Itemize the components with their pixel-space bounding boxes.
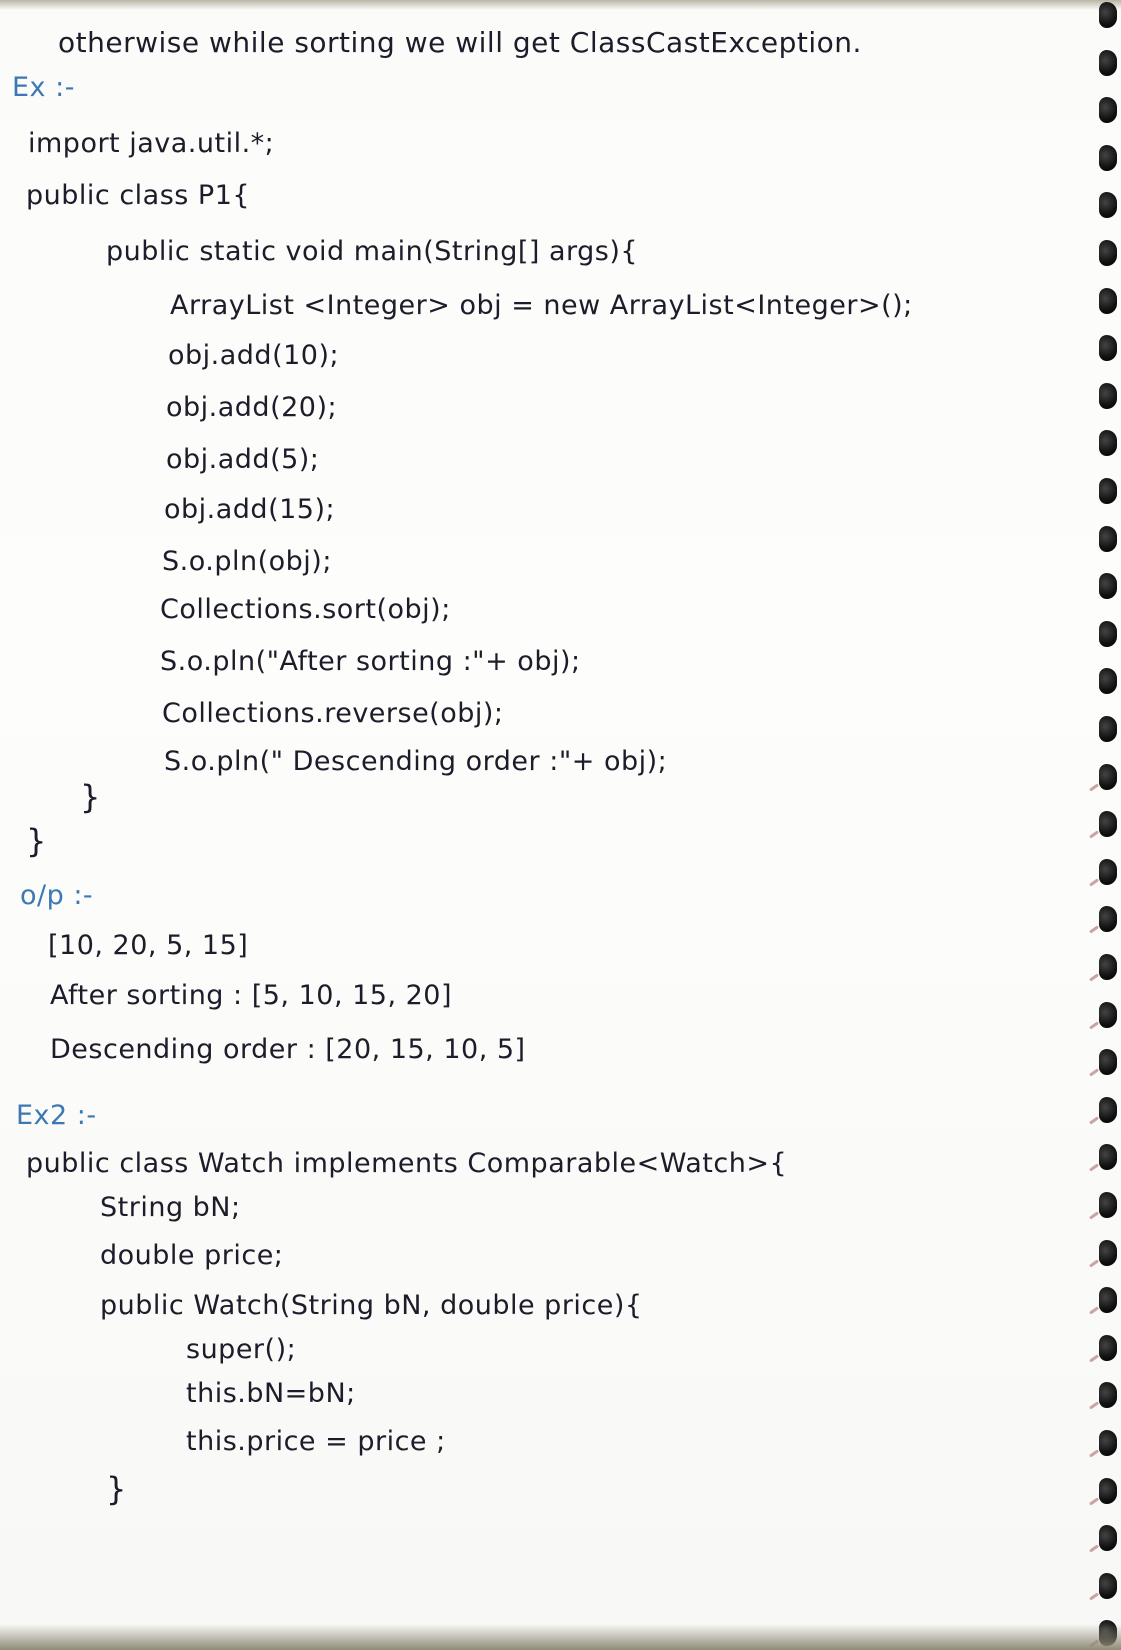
code-line-class-close-brace: } [26, 822, 47, 860]
binding-ring [1099, 97, 1117, 123]
binding-ring-mark [1089, 1211, 1099, 1219]
code-line-arraylist: ArrayList <Integer> obj = new ArrayList<Integer>(); [170, 290, 913, 321]
binding-ring [1099, 2, 1117, 28]
binding-ring [1099, 526, 1117, 552]
binding-ring-mark [1089, 831, 1099, 839]
intro-text-line: otherwise while sorting we will get ClassCastException. [58, 26, 862, 59]
binding-ring [1099, 1525, 1117, 1551]
page-bottom-edge [0, 1624, 1121, 1650]
code-line-watch-class: public class Watch implements Comparable<Watch>{ [26, 1148, 788, 1179]
output-line-original: [10, 20, 5, 15] [48, 930, 249, 961]
code-line-main-decl: public static void main(String[] args){ [106, 236, 639, 267]
binding-ring [1099, 1240, 1117, 1266]
binding-ring-mark [1089, 1069, 1099, 1077]
code-line-constructor-close-brace: } [106, 1470, 127, 1508]
output-heading: o/p :- [20, 880, 94, 911]
output-line-descending: Descending order : [20, 15, 10, 5] [50, 1034, 526, 1065]
code-line-print-after-sorting: S.o.pln("After sorting :"+ obj); [160, 646, 581, 677]
binding-ring-mark [1089, 1497, 1099, 1505]
binding-ring-mark [1089, 1402, 1099, 1410]
code-line-field-bn: String bN; [100, 1192, 241, 1223]
code-line-add-15: obj.add(15); [164, 494, 336, 525]
binding-ring-mark [1089, 878, 1099, 886]
spiral-binding [1087, 0, 1121, 1650]
example-2-heading: Ex2 :- [16, 1100, 97, 1131]
code-line-field-price: double price; [100, 1240, 284, 1271]
page-top-edge [0, 0, 1121, 10]
binding-ring [1099, 383, 1117, 409]
binding-ring-mark [1089, 1021, 1099, 1029]
code-line-sort: Collections.sort(obj); [160, 594, 451, 625]
code-line-add-20: obj.add(20); [166, 392, 338, 423]
binding-ring-mark [1089, 1354, 1099, 1362]
binding-ring [1099, 240, 1117, 266]
binding-ring [1099, 1478, 1117, 1504]
binding-ring [1099, 573, 1117, 599]
binding-ring [1099, 1287, 1117, 1313]
binding-ring [1099, 1049, 1117, 1075]
binding-ring [1099, 811, 1117, 837]
binding-ring-mark [1089, 1259, 1099, 1267]
binding-ring [1099, 192, 1117, 218]
code-line-add-5: obj.add(5); [166, 444, 320, 475]
binding-ring-mark [1089, 783, 1099, 791]
binding-ring [1099, 478, 1117, 504]
example-1-heading: Ex :- [12, 72, 75, 103]
code-line-reverse: Collections.reverse(obj); [162, 698, 504, 729]
binding-ring [1099, 335, 1117, 361]
binding-ring [1099, 1335, 1117, 1361]
binding-ring-mark [1089, 1116, 1099, 1124]
binding-ring [1099, 430, 1117, 456]
code-line-print-descending: S.o.pln(" Descending order :"+ obj); [164, 746, 668, 777]
binding-ring [1099, 716, 1117, 742]
binding-ring [1099, 288, 1117, 314]
code-line-constructor: public Watch(String bN, double price){ [100, 1290, 643, 1321]
binding-ring [1099, 621, 1117, 647]
binding-ring [1099, 1573, 1117, 1599]
binding-ring-mark [1089, 1307, 1099, 1315]
code-line-class-decl: public class P1{ [26, 180, 251, 211]
code-line-add-10: obj.add(10); [168, 340, 340, 371]
code-line-import: import java.util.*; [28, 128, 275, 159]
code-line-super: super(); [186, 1334, 297, 1365]
binding-ring [1099, 1144, 1117, 1170]
binding-ring-mark [1089, 973, 1099, 981]
binding-ring [1099, 906, 1117, 932]
binding-ring [1099, 145, 1117, 171]
binding-ring [1099, 764, 1117, 790]
binding-ring [1099, 1002, 1117, 1028]
binding-ring [1099, 1192, 1117, 1218]
binding-ring [1099, 1430, 1117, 1456]
code-line-print-obj: S.o.pln(obj); [162, 546, 332, 577]
code-line-method-close-brace: } [80, 778, 101, 816]
binding-ring-mark [1089, 1545, 1099, 1553]
binding-ring [1099, 954, 1117, 980]
binding-ring-mark [1089, 1449, 1099, 1457]
binding-ring-mark [1089, 926, 1099, 934]
binding-ring [1099, 859, 1117, 885]
binding-ring [1099, 50, 1117, 76]
binding-ring-mark [1089, 1164, 1099, 1172]
output-line-after-sorting: After sorting : [5, 10, 15, 20] [50, 980, 453, 1011]
code-line-this-bn: this.bN=bN; [186, 1378, 356, 1409]
code-line-this-price: this.price = price ; [186, 1426, 446, 1457]
binding-ring [1099, 1097, 1117, 1123]
binding-ring-mark [1089, 1592, 1099, 1600]
binding-ring [1099, 1382, 1117, 1408]
binding-ring [1099, 668, 1117, 694]
